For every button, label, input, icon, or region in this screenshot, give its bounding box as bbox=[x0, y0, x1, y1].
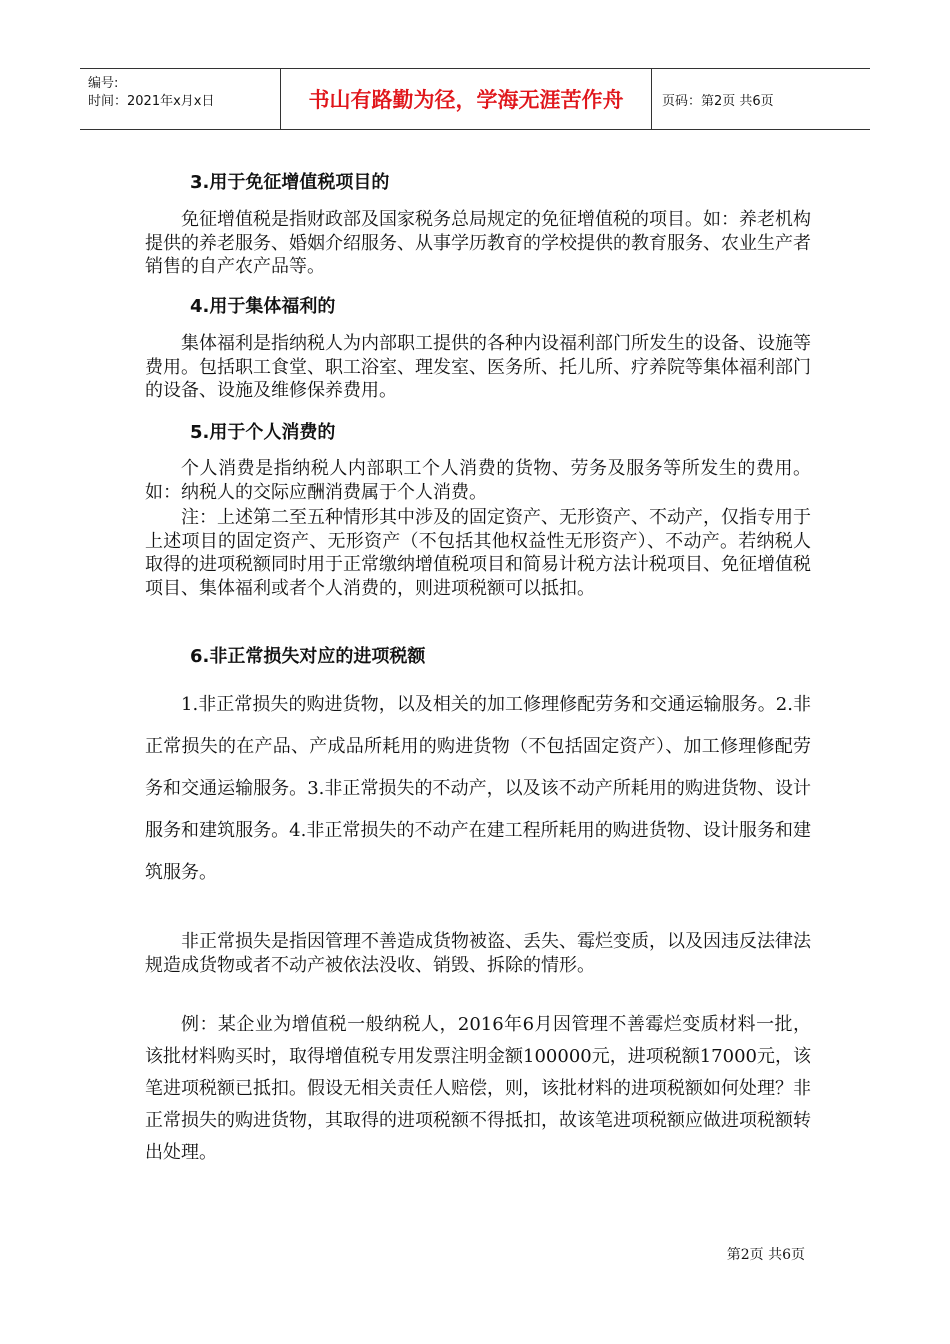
heading-3: 3.用于免征增值税项目的 bbox=[190, 172, 390, 193]
note-paragraph: 注：上述第二至五种情形其中涉及的固定资产、无形资产、不动产，仅指专用于上述项目的固定资产、无形资产（不包括其他权益性无形资产）、不动产。若纳税人取得的进项税额同时用于正常缴纳增值税项目和简易计税方法计税项目、免征增值税项目、集体福利或者个人消费的，则进项税额可以抵扣。 bbox=[145, 507, 811, 599]
heading-4: 4.用于集体福利的 bbox=[190, 296, 336, 317]
paragraph-4: 集体福利是指纳税人为内部职工提供的各种内设福利部门所发生的设备、设施等费用。包括职工食堂、职工浴室、理发室、医务所、托儿所、疗养院等集体福利部门的设备、设施及维修保养费用。 bbox=[145, 333, 811, 401]
page-header bbox=[80, 68, 870, 130]
paragraph-5: 个人消费是指纳税人内部职工个人消费的货物、劳务及服务等所发生的费用。如：纳税人的交际应酬消费属于个人消费。 bbox=[145, 458, 811, 503]
time-label: 时间：2021年x月x日 bbox=[88, 94, 215, 109]
paragraph-6: 1.非正常损失的购进货物，以及相关的加工修理修配劳务和交通运输服务。2.非正常损失的在产品、产成品所耗用的购进货物（不包括固定资产）、加工修理修配劳务和交通运输服务。3.非正常损失的不动产，以及该不动产所耗用的购进货物、设计服务和建筑服务。4.非正常损失的不动产在建工程所耗用的购进货物、设计服务和建筑服务。 bbox=[145, 694, 811, 883]
footer-page-number: 第2页 共6页 bbox=[726, 1247, 805, 1263]
paragraph-3: 免征增值税是指财政部及国家税务总局规定的免征增值税的项目。如：养老机构提供的养老服务、婚姻介绍服务、从事学历教育的学校提供的教育服务、农业生产者销售的自产农产品等。 bbox=[145, 209, 811, 277]
header-page-number: 页码：第2页 共6页 bbox=[662, 93, 774, 109]
number-label: 编号: bbox=[88, 76, 119, 91]
paragraph-7: 非正常损失是指因管理不善造成货物被盗、丢失、霉烂变质，以及因违反法律法规造成货物或者不动产被依法没收、销毁、拆除的情形。 bbox=[145, 931, 811, 976]
heading-6: 6.非正常损失对应的进项税额 bbox=[190, 646, 426, 667]
example-paragraph: 例：某企业为增值税一般纳税人，2016年6月因管理不善霉烂变质材料一批，该批材料购买时，取得增值税专用发票注明金额100000元，进项税额17000元，该笔进项税额已抵扣。假设无相关责任人赔偿，则，该批材料的进项税额如何处理？非正常损失的购进货物，其取得的进项税额不得抵扣，故该笔进项税额应做进项税额转出处理。 bbox=[145, 1014, 811, 1163]
header-meta bbox=[80, 69, 281, 129]
header-motto: 书山有路勤为径，学海无涯苦作舟 bbox=[281, 69, 652, 129]
heading-5: 5.用于个人消费的 bbox=[190, 422, 336, 443]
